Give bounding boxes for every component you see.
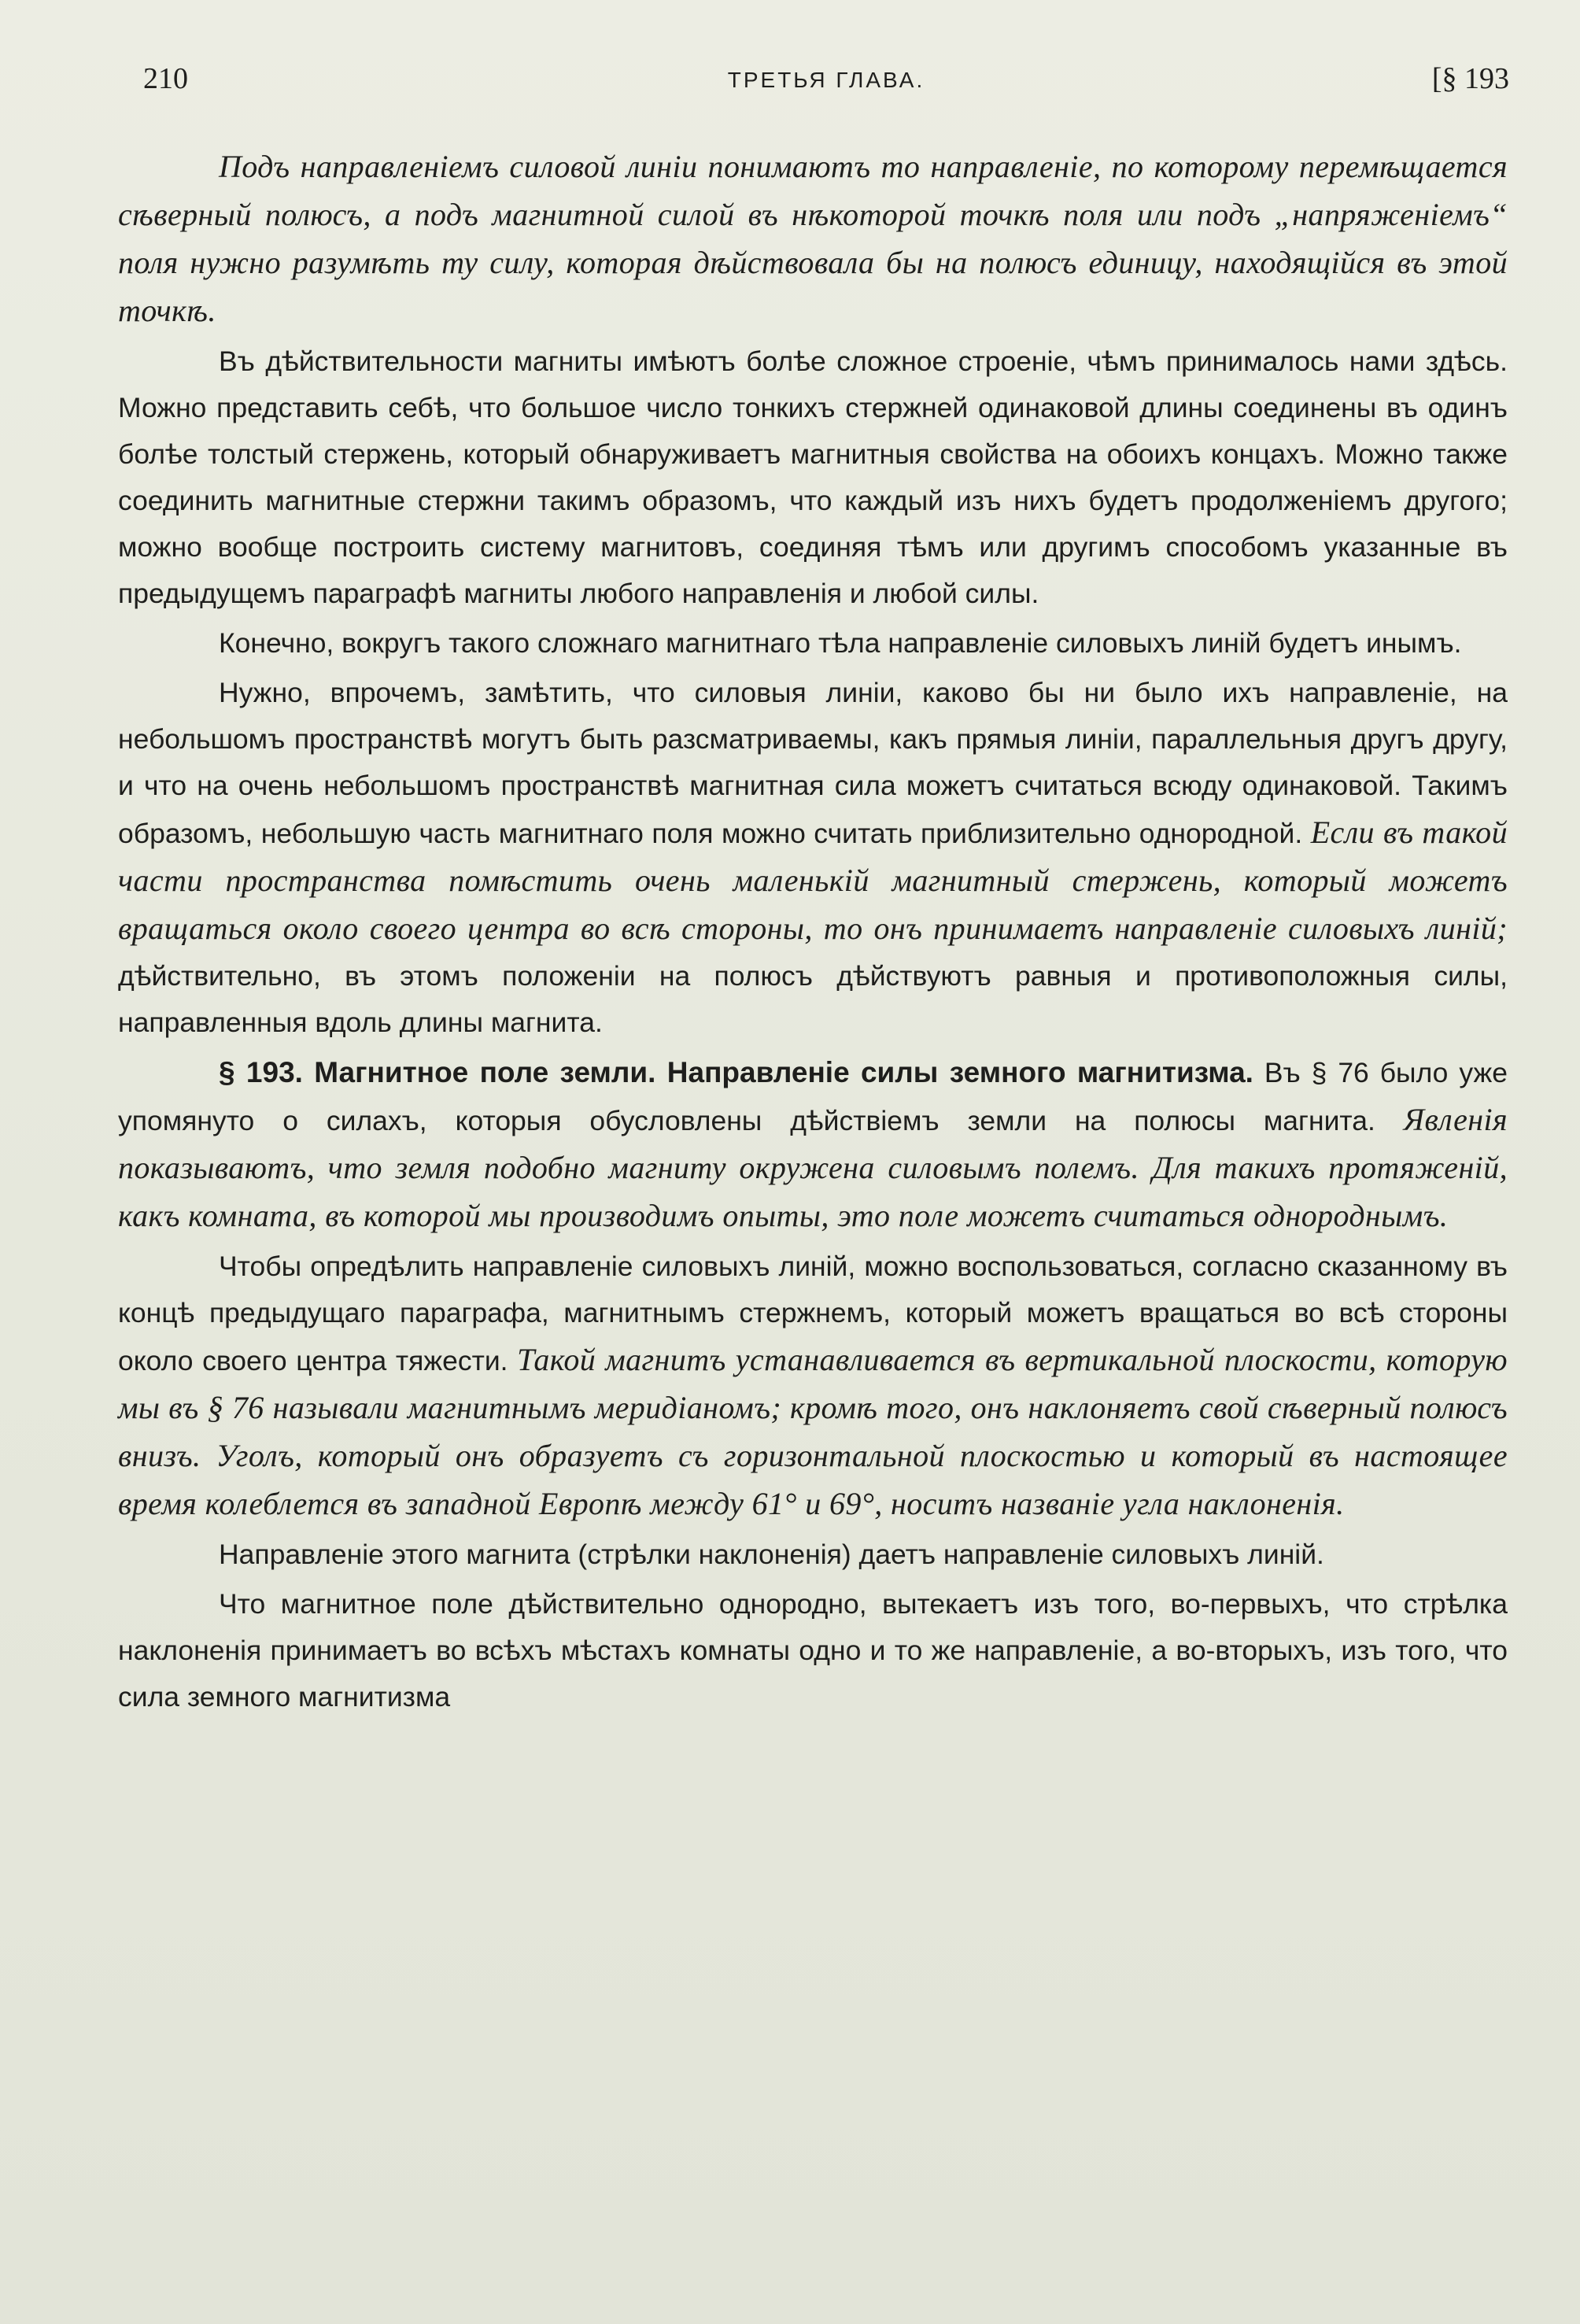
paragraph-complex-body: [118, 620, 1508, 667]
section-heading: § 193. Магнитное поле земли. Направленіе силы земного магнитизма.: [219, 1056, 1253, 1088]
running-head: [143, 61, 1509, 109]
paragraph-text: Конечно, вокругъ такого сложнаго магнитнаго тѣла направленіе силовыхъ линій будетъ инымъ.: [219, 627, 1462, 659]
paragraph-field-direction: [118, 1531, 1508, 1578]
paragraph-text: Въ § 76 было уже упомянуто о силахъ, которыя обусловлены дѣйствіемъ земли на полюсы магнита.: [118, 1057, 1508, 1136]
section-193: [118, 1049, 1508, 1240]
page-number: 210: [143, 62, 188, 95]
paragraph-dip-needle: [118, 1243, 1508, 1528]
italic-text: Подъ направленіемъ силовой линіи понимаютъ то направленіе, по которому перемѣщается сѣверный полюсъ, а подъ магнитной силой въ нѣкоторой точкѣ поля или подъ „напряженіемъ“ поля нужно разумѣть ту силу, которая дѣйствовала бы на полюсъ единицу, находящійся въ этой точкѣ.: [118, 149, 1508, 328]
italic-text: Если въ такой части пространства помѣстить очень маленькій магнитный стержень, который можетъ вращаться около своего центра во всѣ стороны, то онъ принимаетъ направленіе силовыхъ линій;: [118, 815, 1508, 946]
section-reference: [§ 193: [1431, 62, 1509, 95]
paragraph-uniform-field: [118, 670, 1508, 1046]
paragraph-text: Чтобы опредѣлить направленіе силовыхъ линій, можно воспользоваться, согласно сказанному въ концѣ предыдущаго параграфа, магнитнымъ стержнемъ, который можетъ вращаться во всѣ стороны около своего центра тяжести.: [118, 1251, 1508, 1376]
paragraph-text: Нужно, впрочемъ, замѣтить, что силовыя линіи, каково бы ни было ихъ направленіе, на небольшомъ пространствѣ могутъ быть разсматриваемы, какъ прямыя линіи, параллельныя другъ другу, и что на очень небольшомъ пространствѣ магнитная сила можетъ считаться всюду одинаковой. Такимъ образомъ, небольшую часть магнитнаго поля можно считать приблизительно однородной.: [118, 677, 1508, 849]
chapter-title: ТРЕТЬЯ ГЛАВА.: [727, 68, 925, 92]
paragraph-text: Направленіе этого магнита (стрѣлки наклоненія) даетъ направленіе силовыхъ линій.: [219, 1539, 1324, 1570]
text-body: [118, 143, 1508, 1724]
italic-text: Такой магнитъ устанавливается въ вертикальной плоскости, которую мы въ § 76 называли магнитнымъ меридіаномъ; кромѣ того, онъ наклоняетъ свой сѣверный полюсъ внизъ. Уголъ, который онъ образуетъ съ горизонтальной плоскостью и который въ настоящее время колеблется въ западной Европѣ между 61° и 69°, носитъ названіе угла наклоненія.: [118, 1342, 1508, 1521]
italic-text: Явленія показываютъ, что земля подобно магниту окружена силовымъ полемъ. Для такихъ протяженій, какъ комната, въ которой мы производимъ опыты, это поле можетъ считаться однороднымъ.: [118, 1102, 1508, 1233]
paragraph-text: Въ дѣйствительности магниты имѣютъ болѣе сложное строеніе, чѣмъ принималось нами здѣсь. Можно представить себѣ, что большое число тонкихъ стержней одинаковой длины соединены въ одинъ болѣе толстый стержень, который обнаруживаетъ магнитныя свойства на обоихъ концахъ. Можно также соединить магнитные стержни такимъ образомъ, что каждый изъ нихъ будетъ продолженіемъ другого; можно вообще построить систему магнитовъ, соединяя тѣмъ или другимъ способомъ указанные въ предыдущемъ параграфѣ магниты любого направленія и любой силы.: [118, 345, 1508, 609]
paragraph-definition: [118, 143, 1508, 335]
paragraph-text: Что магнитное поле дѣйствительно однородно, вытекаетъ изъ того, во-первыхъ, что стрѣлка наклоненія принимаетъ во всѣхъ мѣстахъ комнаты одно и то же направленіе, а во-вторыхъ, изъ того, что сила земного магнитизма: [118, 1588, 1508, 1713]
paragraph-field-uniformity: [118, 1581, 1508, 1720]
paragraph-text: дѣйствительно, въ этомъ положеніи на полюсъ дѣйствуютъ равныя и противоположныя силы, направленныя вдоль длины магнита.: [118, 960, 1508, 1038]
paragraph-complex-magnets: [118, 338, 1508, 617]
